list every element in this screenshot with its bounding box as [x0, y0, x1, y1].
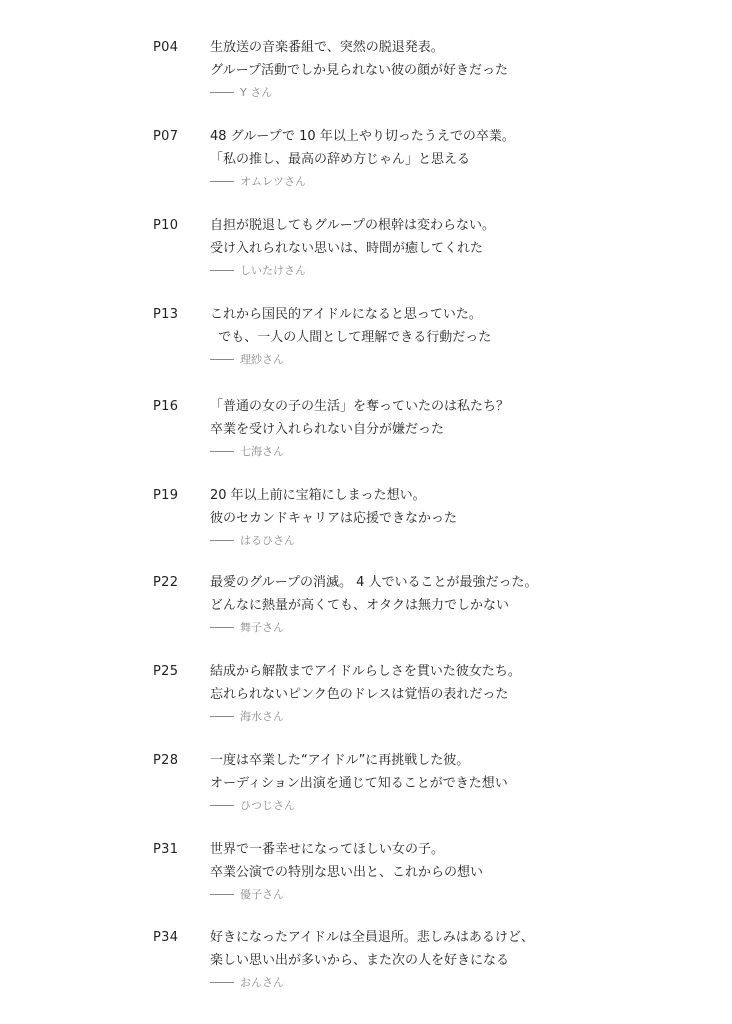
entry-credit	[210, 621, 284, 635]
entry-credit	[210, 86, 272, 100]
credit-name: はるひさん	[240, 534, 295, 547]
entry-credit	[210, 710, 284, 724]
entry-line-1: 最愛のグループの消滅。 4 人でいることが最強だった。	[210, 575, 538, 590]
entry-line-2: 「私の推し、最高の辞め方じゃん」と思える	[210, 152, 471, 167]
page-number: P28	[153, 753, 179, 768]
page-number: P34	[153, 930, 179, 945]
page-number: P19	[153, 488, 179, 503]
entry-line-1: 一度は卒業した“アイドル”に再挑戦した彼。	[210, 753, 470, 768]
credit-name: オムレツさん	[240, 175, 306, 188]
entry-credit	[210, 799, 295, 813]
entry-credit	[210, 175, 306, 189]
entry-line-1: 「普通の女の子の生活」を奪っていたのは私たち？	[210, 399, 510, 414]
entry-line-2: 忘れられないピンク色のドレスは覚悟の表れだった	[210, 687, 509, 702]
em-dash-rule	[210, 270, 234, 271]
entry-line-1: 好きになったアイドルは全員退所。悲しみはあるけど、	[210, 930, 534, 945]
entry-line-1: 20 年以上前に宝箱にしまった想い。	[210, 488, 426, 503]
entry-line-2: 楽しい思い出が多いから、また次の人を好きになる	[210, 953, 510, 968]
page-number: P13	[153, 307, 179, 322]
page-number: P04	[153, 40, 179, 55]
credit-name: Y さん	[240, 86, 273, 99]
credit-name: 理紗さん	[240, 353, 284, 366]
entry-line-2: どんなに熱量が高くても、オタクは無力でしかない	[210, 598, 510, 613]
entry-credit	[210, 888, 284, 902]
em-dash-rule	[210, 982, 234, 983]
credit-name: 舞子さん	[240, 621, 284, 634]
em-dash-rule	[210, 359, 234, 360]
entry-credit	[210, 976, 284, 990]
page-number: P22	[153, 575, 179, 590]
em-dash-rule	[210, 540, 234, 541]
entry-line-2: オーディション出演を通じて知ることができた想い	[210, 776, 508, 791]
entry-credit	[210, 353, 284, 367]
entry-line-1: 自担が脱退してもグループの根幹は変わらない。	[210, 218, 495, 233]
entry-line-2: でも、一人の人間として理解できる行動だった	[210, 330, 492, 345]
entry-credit	[210, 534, 295, 548]
entry-line-2: 卒業を受け入れられない自分が嫌だった	[210, 422, 445, 437]
entry-line-1: 結成から解散までアイドルらしさを貫いた彼女たち。	[210, 664, 521, 679]
page-number: P31	[153, 842, 179, 857]
credit-name: しいたけさん	[240, 264, 306, 277]
entry-credit	[210, 264, 306, 278]
credit-name: 優子さん	[240, 888, 284, 901]
em-dash-rule	[210, 451, 234, 452]
entry-credit	[210, 445, 284, 459]
credit-name: ひつじさん	[240, 799, 295, 812]
entry-line-2: 受け入れられない思いは、時間が癒してくれた	[210, 241, 484, 256]
page-number: P07	[153, 129, 179, 144]
em-dash-rule	[210, 92, 234, 93]
em-dash-rule	[210, 894, 234, 895]
em-dash-rule	[210, 627, 234, 628]
em-dash-rule	[210, 805, 234, 806]
page-number: P25	[153, 664, 179, 679]
entry-line-2: グループ活動でしか見られない彼の顔が好きだった	[210, 63, 508, 78]
entry-line-1: 48 グループで 10 年以上やり切ったうえでの卒業。	[210, 129, 515, 144]
entry-line-2: 彼のセカンドキャリアは応援できなかった	[210, 511, 458, 526]
page-number: P10	[153, 218, 179, 233]
entry-line-1: これから国民的アイドルになると思っていた。	[210, 307, 482, 322]
entry-line-1: 世界で一番幸せになってほしい女の子。	[210, 842, 445, 857]
em-dash-rule	[210, 181, 234, 182]
credit-name: おんさん	[240, 976, 284, 989]
em-dash-rule	[210, 716, 234, 717]
entry-line-1: 生放送の音楽番組で、突然の脱退発表。	[210, 40, 444, 55]
entry-line-2: 卒業公演での特別な思い出と、これからの想い	[210, 865, 484, 880]
credit-name: 海水さん	[240, 710, 284, 723]
credit-name: 七海さん	[240, 445, 284, 458]
page-number: P16	[153, 399, 179, 414]
